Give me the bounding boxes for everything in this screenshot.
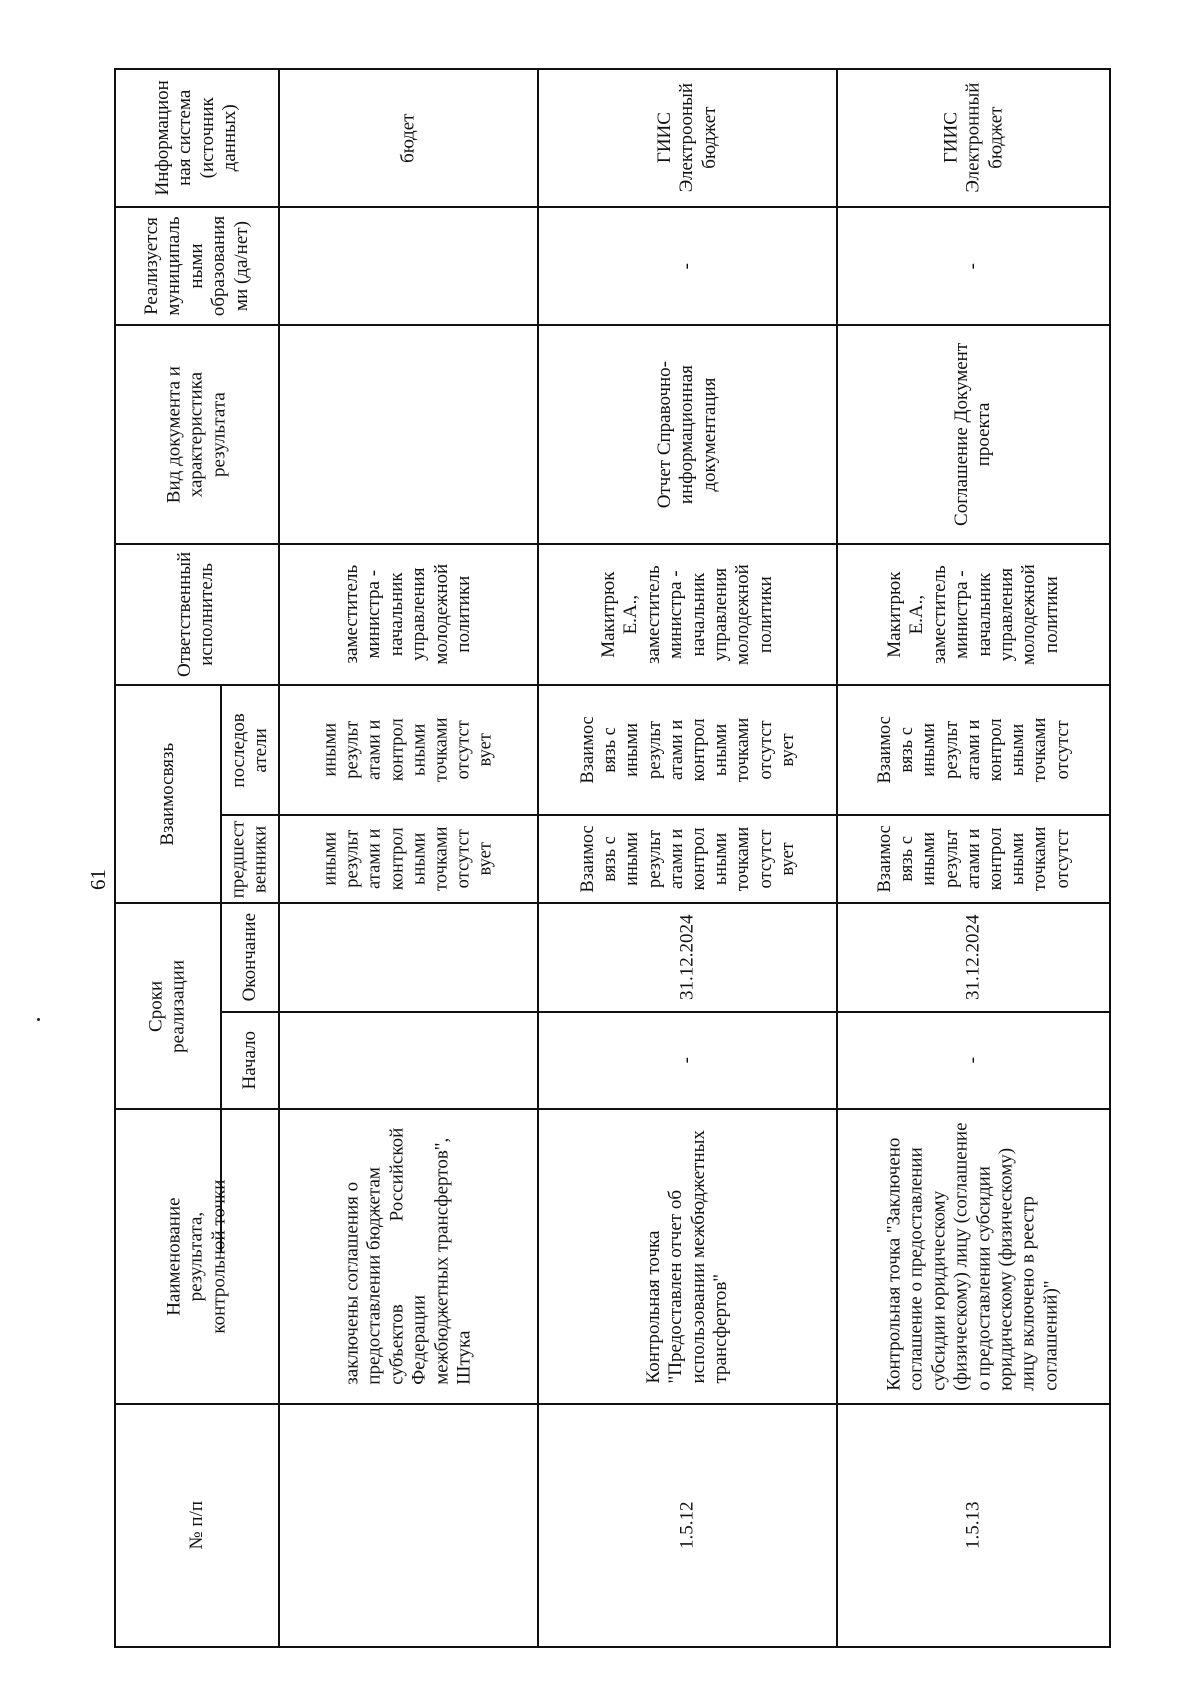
header-pred (222, 816, 278, 902)
row2-num (838, 1405, 1109, 1646)
header-start-text: Начало (238, 1031, 260, 1090)
header-num (116, 1405, 278, 1646)
row2-start (838, 1013, 1109, 1108)
row2-pred (838, 816, 1109, 902)
row1-info-text: ГИИС Электрооный бюджет (653, 83, 720, 193)
header-muni-text: Реализуется муниципаль ными образования ми (да/нет) (140, 215, 252, 317)
row2-resp (838, 545, 1109, 684)
row0-pred (280, 816, 537, 902)
row0-num (280, 1405, 537, 1646)
row0-name (280, 1110, 537, 1403)
row2-doc-text: Соглашение Документ проекта (951, 342, 995, 527)
row1-info (539, 70, 836, 206)
row0-muni (280, 208, 537, 324)
header-num-text: № п/п (185, 1501, 207, 1550)
header-end-text: Окончание (238, 913, 260, 1002)
row0-pred-text: иными результ атами и контрол ьными точками отсутст вует (320, 826, 497, 892)
header-doc-text: Вид документа и характеристика результата (163, 365, 230, 504)
row2-info (838, 70, 1109, 206)
header-terms (116, 904, 220, 1108)
row1-succ-text: Взаимос вязь с иными результ атами и контрол ьными точками отсутст вует (577, 716, 798, 784)
header-info-text: Информацион ная система (источник данных) (152, 80, 241, 196)
header-resp-text: Ответственный исполнитель (174, 551, 218, 678)
header-name (116, 1110, 278, 1403)
page-number (85, 864, 110, 894)
row0-info (280, 70, 537, 206)
row0-resp (280, 545, 537, 684)
row1-name-text: Контрольная точка "Предоставлен отчет об использовании межбюджетных трансфертов" (642, 1129, 731, 1384)
row2-name-text: Контрольная точка "Заключено соглашение о предоставлении субсидии юридическому (физическому) лицу (соглашение о предоставлении субсидии юридическому (физическому) лицу включено в реестр соглашений)" (883, 1122, 1062, 1391)
row1-num (539, 1405, 836, 1646)
row2-info-text: ГИИС Электронный бюджет (939, 83, 1006, 193)
row2-succ-text: Взаимос вязь с иными результ атами и контрол ьными точками отсутст (874, 716, 1073, 784)
table-border-right (1109, 68, 1111, 1648)
row0-start (280, 1013, 537, 1108)
header-resp (116, 545, 278, 684)
header-succ (222, 686, 278, 814)
row2-num-text: 1.5.13 (962, 1501, 984, 1550)
row1-doc-text: Отчет Справочно- информационная документация (653, 360, 720, 509)
row2-muni (838, 208, 1109, 324)
row0-end (280, 904, 537, 1011)
row1-start-text: - (676, 1057, 698, 1064)
header-relation (116, 686, 220, 902)
row2-start-text: - (962, 1057, 984, 1064)
row1-muni (539, 208, 836, 324)
row0-doc (280, 326, 537, 543)
row2-end-text: 31.12.2024 (962, 914, 984, 1001)
row1-resp-text: Макитрюк Е.А., заместитель министра - начальник управления молодежной политики (597, 564, 776, 665)
row2-name (838, 1110, 1109, 1403)
row1-end-text: 31.12.2024 (676, 914, 698, 1001)
row2-resp-text: Макитрюк Е.А., заместитель министра - начальник управления молодежной политики (883, 564, 1062, 665)
row0-succ-text: иными результ атами и контрол ьными точками отсутст вует (320, 717, 497, 783)
header-start (222, 1013, 278, 1108)
header-name-text: Наименование результата, контрольной точки (163, 1179, 230, 1334)
header-pred-text: предшест венники (227, 820, 272, 898)
row0-name-text: заключены соглашения о предоставлении бюджетам субъектов Российской Федерации межбюджетных трансфертов", Штука (341, 1128, 475, 1385)
table-border-bottom (114, 1646, 1111, 1648)
row1-num-text: 1.5.12 (676, 1501, 698, 1550)
scan-speck (37, 1018, 40, 1021)
row1-muni-text: - (676, 262, 698, 270)
page-number-text: 61 (85, 868, 110, 890)
row1-succ (539, 686, 836, 814)
row1-resp (539, 545, 836, 684)
row0-resp-text: заместитель министра - начальник управления молодежной политики (341, 564, 475, 665)
row2-succ (838, 686, 1109, 814)
row1-pred (539, 816, 836, 902)
header-end (222, 904, 278, 1011)
results-table (114, 68, 1111, 1648)
row1-pred-text: Взаимос вязь с иными результ атами и контрол ьными точками отсутст вует (577, 825, 798, 893)
row0-info-text: бюдет (397, 113, 419, 163)
row2-doc (838, 326, 1109, 543)
header-relation-text: Взаимосвязь (156, 742, 178, 846)
row1-name (539, 1110, 836, 1403)
header-info (116, 70, 278, 206)
row1-start (539, 1013, 836, 1108)
header-muni (116, 208, 278, 324)
header-succ-text: последов атели (227, 712, 272, 788)
row2-pred-text: Взаимос вязь с иными результ атами и контрол ьными точками отсутст (874, 825, 1073, 893)
row1-doc (539, 326, 836, 543)
row2-muni-text: - (962, 262, 984, 270)
header-terms-text: Сроки реализации (145, 959, 189, 1053)
header-doc (116, 326, 278, 543)
row0-succ (280, 686, 537, 814)
row2-end (838, 904, 1109, 1011)
row1-end (539, 904, 836, 1011)
